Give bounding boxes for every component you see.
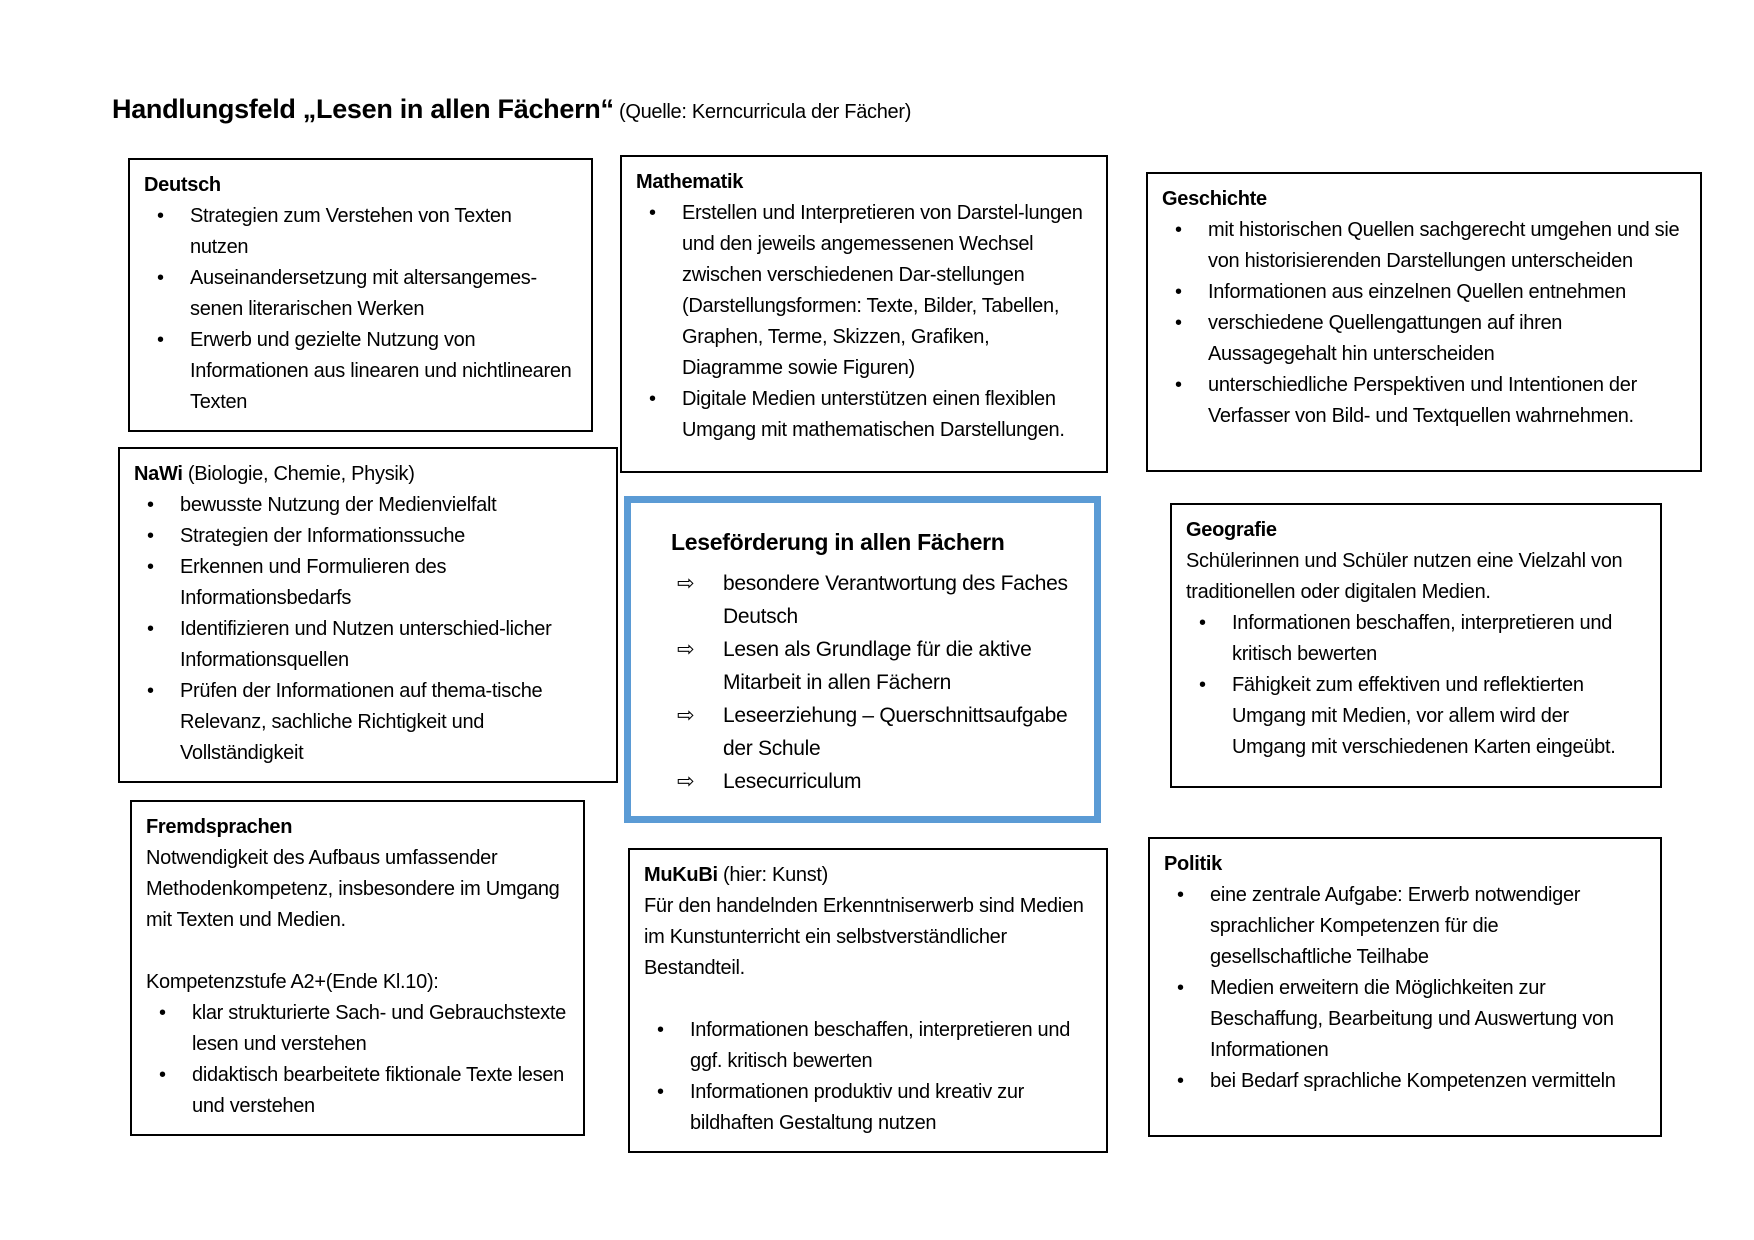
box-title-suffix: (hier: Kunst) — [717, 864, 829, 886]
list-item — [144, 263, 575, 325]
list-item-text: Leseerziehung – Querschnittsaufgabe der Schule — [723, 704, 1068, 760]
list-item — [644, 1077, 1090, 1139]
box-title — [146, 812, 567, 843]
list-item — [636, 198, 1090, 384]
arrow-right-icon: ⇨ — [677, 704, 695, 727]
box-title — [1164, 849, 1644, 880]
box-title — [644, 860, 1090, 891]
list-item-text: Informationen beschaffen, interpretieren und kritisch bewerten — [1232, 612, 1613, 665]
bullet-icon: • — [147, 494, 154, 516]
list-item — [134, 614, 600, 676]
box-title — [134, 459, 600, 490]
list-item — [134, 676, 600, 769]
box-title-suffix: (Biologie, Chemie, Physik) — [182, 463, 415, 485]
intro-blank-line — [146, 936, 567, 967]
list-item — [1186, 608, 1644, 670]
list-item-text: Erwerb und gezielte Nutzung von Informationen aus linearen und nichtlinearen Texten — [190, 329, 572, 413]
bullet-icon: • — [1199, 674, 1206, 696]
bullet-icon: • — [1175, 374, 1182, 396]
bullet-icon: • — [1177, 977, 1184, 999]
box-intro — [146, 843, 567, 998]
bullet-icon: • — [159, 1064, 166, 1086]
bullet-icon: • — [649, 202, 656, 224]
list-item-text: Fähigkeit zum effektiven und reflektierten Umgang mit Medien, vor allem wird der Umgang mit verschiedenen Karten eingeübt. — [1232, 674, 1616, 758]
list-item-text: Medien erweitern die Möglichkeiten zur Beschaffung, Bearbeitung und Auswertung von Informationen — [1210, 977, 1614, 1061]
box-title-text: Politik — [1164, 853, 1222, 875]
list-item-text: Strategien zum Verstehen von Texten nutzen — [190, 205, 512, 258]
list-item — [1162, 277, 1684, 308]
bullet-icon: • — [1199, 612, 1206, 634]
bullet-icon: • — [147, 680, 154, 702]
box-intro — [644, 891, 1090, 1015]
subject-box-mathematik — [620, 155, 1108, 473]
bullet-list — [1186, 608, 1644, 763]
box-title — [636, 167, 1090, 198]
bullet-list — [1162, 215, 1684, 432]
box-title-text: MuKuBi — [644, 864, 718, 886]
list-item — [669, 699, 1076, 765]
list-item-text: mit historischen Quellen sachgerecht umgehen und sie von historisierenden Darstellungen unterscheiden — [1208, 219, 1680, 272]
list-item-text: Lesecurriculum — [723, 770, 862, 793]
list-item — [134, 490, 600, 521]
bullet-icon: • — [159, 1002, 166, 1024]
box-title-text: Fremdsprachen — [146, 816, 293, 838]
bullet-list — [1164, 880, 1644, 1097]
list-item-text: Lesen als Grundlage für die aktive Mitarbeit in allen Fächern — [723, 638, 1032, 694]
list-item-text: Identifizieren und Nutzen unterschied-licher Informationsquellen — [180, 618, 552, 671]
list-item — [144, 201, 575, 263]
bullet-icon: • — [1177, 1070, 1184, 1092]
page-title-source: (Quelle: Kerncurricula der Fächer) — [613, 101, 912, 123]
bullet-list — [144, 201, 575, 418]
arrow-right-icon: ⇨ — [677, 572, 695, 595]
intro-line: Kompetenzstufe A2+(Ende Kl.10): — [146, 971, 439, 993]
list-item-text: eine zentrale Aufgabe: Erwerb notwendiger sprachlicher Kompetenzen für die gesellschaftliche Teilhabe — [1210, 884, 1581, 968]
list-item — [1164, 973, 1644, 1066]
list-item-text: bei Bedarf sprachliche Kompetenzen vermitteln — [1210, 1070, 1616, 1092]
intro-line: Notwendigkeit des Aufbaus umfassender Methodenkompetenz, insbesondere im Umgang mit Texten und Medien. — [146, 847, 560, 931]
list-item-text: Prüfen der Informationen auf thema-tische Relevanz, sachliche Richtigkeit und Vollständigkeit — [180, 680, 543, 764]
list-item — [146, 1060, 567, 1122]
subject-box-deutsch — [128, 158, 593, 432]
subject-box-geschichte — [1146, 172, 1702, 472]
box-title-text: NaWi — [134, 463, 183, 485]
list-item — [644, 1015, 1090, 1077]
page-title-main: Handlungsfeld „Lesen in allen Fächern“ — [112, 94, 614, 124]
bullet-icon: • — [147, 525, 154, 547]
bullet-icon: • — [157, 205, 164, 227]
box-title — [1162, 184, 1684, 215]
list-item-text: Strategien der Informationssuche — [180, 525, 466, 547]
intro-blank-line — [644, 984, 1090, 1015]
list-item — [146, 998, 567, 1060]
bullet-icon: • — [1177, 884, 1184, 906]
subject-box-politik — [1148, 837, 1662, 1137]
list-item — [1164, 880, 1644, 973]
list-item-text: Informationen aus einzelnen Quellen entnehmen — [1208, 281, 1626, 303]
arrow-right-icon: ⇨ — [677, 770, 695, 793]
list-item-text: Digitale Medien unterstützen einen flexiblen Umgang mit mathematischen Darstellungen. — [682, 388, 1065, 441]
box-title-text: Geografie — [1186, 519, 1277, 541]
arrow-list — [669, 567, 1076, 798]
list-item-text: Informationen beschaffen, interpretieren und ggf. kritisch bewerten — [690, 1019, 1071, 1072]
box-title-text: Deutsch — [144, 174, 221, 196]
subject-box-mukubi — [628, 848, 1108, 1153]
list-item-text: bewusste Nutzung der Medienvielfalt — [180, 494, 497, 516]
list-item — [144, 325, 575, 418]
list-item-text: besondere Verantwortung des Faches Deutsch — [723, 572, 1068, 628]
list-item-text: Auseinandersetzung mit altersangemes-senen literarischen Werken — [190, 267, 537, 320]
list-item-text: unterschiedliche Perspektiven und Intentionen der Verfasser von Bild- und Textquellen wahrnehmen. — [1208, 374, 1637, 427]
list-item — [1164, 1066, 1644, 1097]
list-item — [1186, 670, 1644, 763]
list-item-text: didaktisch bearbeitete fiktionale Texte lesen und verstehen — [192, 1064, 564, 1117]
list-item — [134, 521, 600, 552]
bullet-icon: • — [1175, 312, 1182, 334]
list-item — [1162, 370, 1684, 432]
bullet-icon: • — [649, 388, 656, 410]
bullet-icon: • — [657, 1019, 664, 1041]
list-item — [636, 384, 1090, 446]
bullet-list — [134, 490, 600, 769]
list-item-text: verschiedene Quellengattungen auf ihren Aussagegehalt hin unterscheiden — [1208, 312, 1563, 365]
subject-box-nawi — [118, 447, 618, 783]
bullet-icon: • — [157, 267, 164, 289]
subject-box-fremdsprachen — [130, 800, 585, 1136]
subject-box-geografie — [1170, 503, 1662, 788]
list-item — [1162, 215, 1684, 277]
page-title — [112, 94, 911, 125]
center-box-title: Leseförderung in allen Fächern — [671, 529, 1005, 555]
box-title-text: Geschichte — [1162, 188, 1267, 210]
box-intro — [1186, 546, 1644, 608]
intro-line: Für den handelnden Erkenntniserwerb sind Medien im Kunstunterricht ein selbstverständlicher Bestandteil. — [644, 895, 1084, 979]
bullet-icon: • — [657, 1081, 664, 1103]
intro-line: Schülerinnen und Schüler nutzen eine Vielzahl von traditionellen oder digitalen Medien. — [1186, 550, 1623, 603]
bullet-icon: • — [1175, 281, 1182, 303]
bullet-icon: • — [1175, 219, 1182, 241]
box-title-text: Mathematik — [636, 171, 744, 193]
bullet-icon: • — [157, 329, 164, 351]
list-item — [669, 567, 1076, 633]
list-item — [669, 633, 1076, 699]
bullet-list — [146, 998, 567, 1122]
bullet-list — [636, 198, 1090, 446]
bullet-icon: • — [147, 618, 154, 640]
list-item — [1162, 308, 1684, 370]
list-item-text: Informationen produktiv und kreativ zur bildhaften Gestaltung nutzen — [690, 1081, 1025, 1134]
bullet-icon: • — [147, 556, 154, 578]
list-item — [134, 552, 600, 614]
list-item-text: Erkennen und Formulieren des Informationsbedarfs — [180, 556, 447, 609]
box-title — [144, 170, 575, 201]
center-box-lesefoerderung — [624, 496, 1101, 823]
box-title — [1186, 515, 1644, 546]
arrow-right-icon: ⇨ — [677, 638, 695, 661]
bullet-list — [644, 1015, 1090, 1139]
list-item-text: klar strukturierte Sach- und Gebrauchstexte lesen und verstehen — [192, 1002, 566, 1055]
list-item-text: Erstellen und Interpretieren von Darstel-lungen und den jeweils angemessenen Wechsel zwischen verschiedenen Dar-stellungen (Darstellungsformen: Texte, Bilder, Tabellen, Graphen, Terme, Skizzen, Grafiken, Diagramme sowie Figuren) — [682, 202, 1083, 379]
list-item — [669, 765, 1076, 798]
